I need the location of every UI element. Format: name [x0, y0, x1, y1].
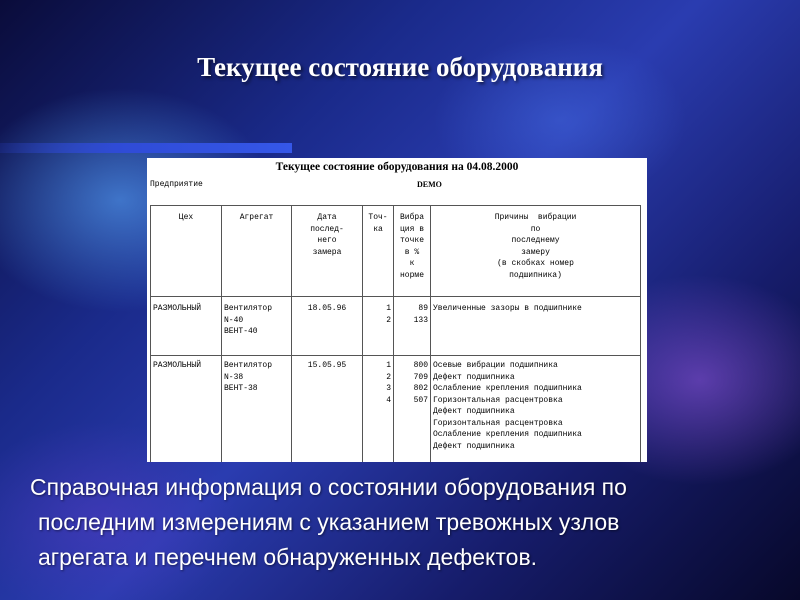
cell-shop: РАЗМОЛЬНЫЙ	[151, 356, 222, 463]
description-line: Справочная информация о состоянии оборудования по	[30, 474, 627, 500]
header-vibration: Вибра ция в точке в % к норме	[394, 206, 431, 297]
header-unit: Агрегат	[222, 206, 292, 297]
header-point: Точ- ка	[363, 206, 394, 297]
table-row	[151, 356, 641, 463]
header-shop: Цех	[151, 206, 222, 297]
cell-causes: Осевые вибрации подшипника Дефект подшипника Ослабление крепления подшипника Горизонтальная расцентровка Дефект подшипника Горизонтальная расцентровка Ослабление крепления подшипника Дефект подшипника	[431, 356, 641, 463]
description-line: последним измерениям с указанием тревожных узлов	[38, 509, 620, 535]
header-date: Дата послед- него замера	[292, 206, 363, 297]
report-title: Текущее состояние оборудования на 04.08.2000	[275, 161, 519, 173]
cell-points: 1 2	[363, 297, 394, 356]
table-row	[151, 297, 641, 356]
cell-points: 1 2 3 4	[363, 356, 394, 463]
accent-bar	[0, 143, 292, 153]
enterprise-label: Предприятие	[150, 180, 203, 189]
slide-description	[30, 470, 780, 575]
report-document	[147, 158, 647, 462]
cell-shop: РАЗМОЛЬНЫЙ	[151, 297, 222, 356]
cell-vibration: 89 133	[394, 297, 431, 356]
table-header-row	[151, 206, 641, 297]
cell-date: 18.05.96	[292, 297, 363, 356]
cell-vibration: 800 709 802 507	[394, 356, 431, 463]
cell-unit: Вентилятор N-40 ВЕНТ-40	[222, 297, 292, 356]
slide-title: Текущее состояние оборудования	[197, 52, 603, 82]
cell-unit: Вентилятор N-38 ВЕНТ-38	[222, 356, 292, 463]
enterprise-value: DEMO	[417, 180, 442, 189]
description-line: агрегата и перечнем обнаруженных дефектов.	[38, 544, 538, 570]
header-causes: Причины вибрации по последнему замеру (в скобках номер подшипника)	[431, 206, 641, 297]
cell-causes: Увеличенные зазоры в подшипнике	[431, 297, 641, 356]
cell-date: 15.05.95	[292, 356, 363, 463]
status-table	[150, 205, 641, 462]
